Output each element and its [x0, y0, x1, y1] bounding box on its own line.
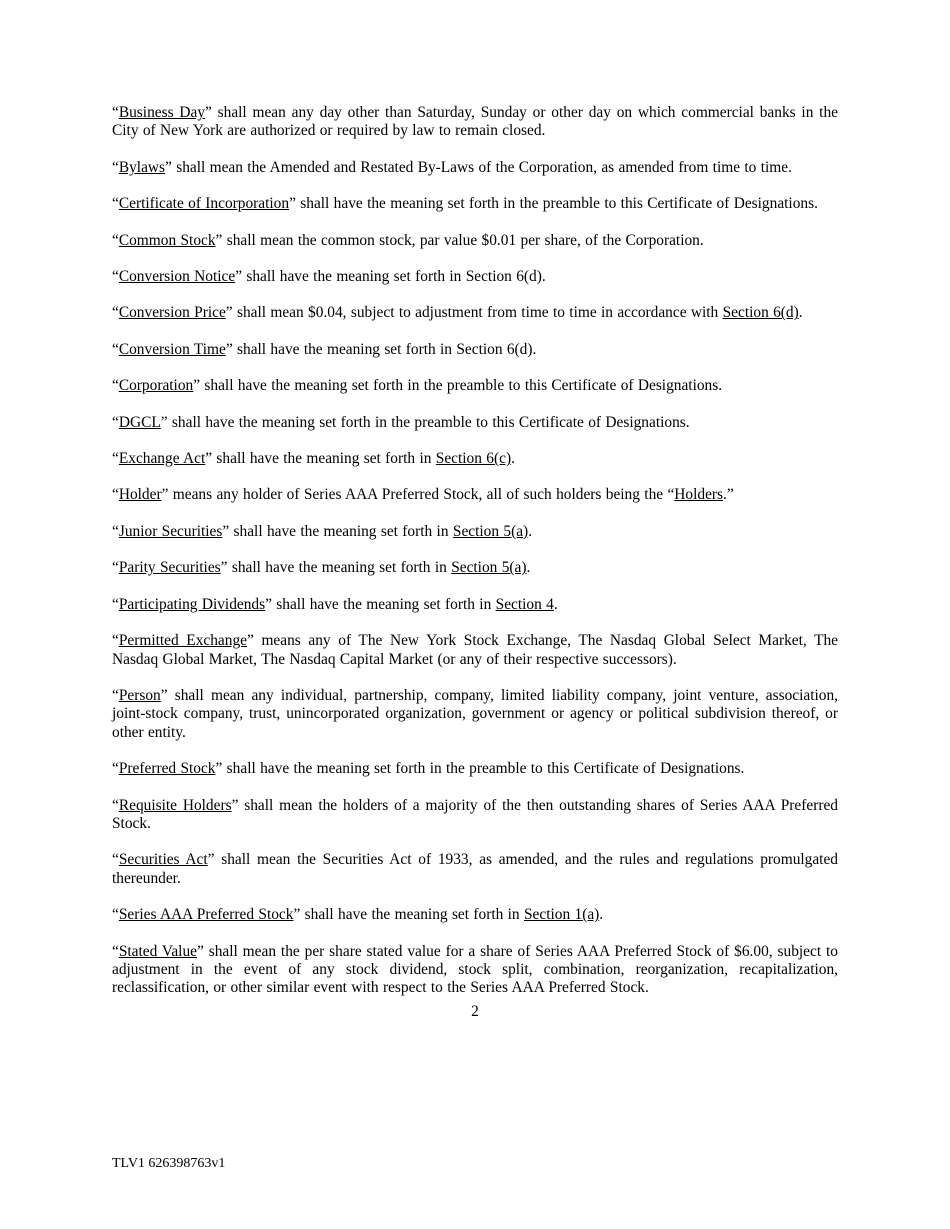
- definition-paragraph: [112, 486, 838, 504]
- document-id-footer: TLV1 626398763v1: [112, 1156, 226, 1171]
- paragraph-text: “: [112, 268, 119, 286]
- definition-paragraph: [112, 906, 838, 924]
- definition-paragraph: [112, 195, 838, 213]
- paragraph-text: ” shall mean the Securities Act of 1933, as amended, and the rules and regulations promulgated thereunder.: [112, 851, 838, 887]
- paragraph-text: ” shall mean the holders of a majority of the then outstanding shares of Series AAA Preferred Stock.: [112, 796, 838, 832]
- paragraph-text: ” shall have the meaning set forth in the preamble to this Certificate of Designations.: [193, 377, 723, 395]
- paragraph-text: .: [599, 906, 604, 924]
- definition-paragraph: [112, 559, 838, 577]
- paragraph-text: ” means any holder of Series AAA Preferred Stock, all of such holders being the “: [161, 486, 675, 504]
- definition-paragraph: [112, 304, 838, 322]
- paragraph-text: ” shall have the meaning set forth in: [222, 522, 453, 540]
- section-reference: Section 6(c): [435, 450, 512, 468]
- definition-paragraph: [112, 687, 838, 742]
- paragraph-text: ” shall have the meaning set forth in the preamble to this Certificate of Designations.: [160, 413, 690, 431]
- paragraph-text: “: [112, 595, 119, 613]
- definition-paragraph: [112, 159, 838, 177]
- paragraph-text: ” shall have the meaning set forth in: [205, 450, 436, 468]
- paragraph-text: ” shall have the meaning set forth in: [265, 595, 496, 613]
- definition-paragraph: [112, 268, 838, 286]
- defined-term: Participating Dividends: [118, 595, 266, 613]
- definition-paragraph: [112, 377, 838, 395]
- paragraph-text: “: [112, 906, 119, 924]
- paragraph-text: .: [511, 450, 515, 468]
- defined-term: Exchange Act: [118, 450, 206, 468]
- paragraph-text: “: [112, 522, 119, 540]
- defined-term: Preferred Stock: [118, 760, 216, 778]
- definition-paragraph: [112, 450, 838, 468]
- definition-paragraph: [112, 341, 838, 359]
- definition-paragraph: [112, 596, 838, 614]
- defined-term: Person: [118, 686, 161, 704]
- defined-term: Bylaws: [118, 158, 166, 176]
- defined-term: Parity Securities: [118, 559, 221, 577]
- defined-term: Conversion Time: [118, 340, 226, 358]
- definition-paragraph: [112, 414, 838, 432]
- definition-paragraph: [112, 632, 838, 669]
- defined-term: DGCL: [118, 413, 161, 431]
- paragraph-text: .: [528, 522, 533, 540]
- paragraph-text: ” shall have the meaning set forth in the preamble to this Certificate of Designations.: [215, 760, 745, 778]
- definitions-list: [112, 104, 838, 998]
- definition-paragraph: [112, 851, 838, 888]
- section-reference: Holders: [674, 486, 724, 504]
- paragraph-text: ” shall mean $0.04, subject to adjustment from time to time in accordance with: [225, 304, 723, 322]
- paragraph-text: .”: [723, 486, 734, 504]
- defined-term: Certificate of Incorporation: [118, 195, 290, 213]
- paragraph-text: “: [112, 413, 119, 431]
- section-reference: Section 5(a): [451, 559, 527, 577]
- paragraph-text: ” shall mean any individual, partnership, company, limited liability company, joint venture, association, joint-stock company, trust, unincorporated organization, government or agency or political subdivision thereof, or other entity.: [112, 686, 838, 741]
- definition-paragraph: [112, 104, 838, 141]
- defined-term: Securities Act: [118, 851, 208, 869]
- paragraph-text: ” shall mean the common stock, par value $0.01 per share, of the Corporation.: [215, 231, 704, 249]
- paragraph-text: “: [112, 195, 119, 213]
- definition-paragraph: [112, 523, 838, 541]
- defined-term: Holder: [118, 486, 162, 504]
- paragraph-text: ” shall mean the Amended and Restated By-Laws of the Corporation, as amended from time to time.: [165, 158, 792, 176]
- defined-term: Conversion Notice: [118, 268, 236, 286]
- paragraph-text: ” shall have the meaning set forth in Section 6(d).: [225, 340, 537, 358]
- paragraph-text: “: [112, 942, 119, 960]
- definition-paragraph: [112, 943, 838, 998]
- defined-term: Corporation: [118, 377, 194, 395]
- definition-paragraph: [112, 232, 838, 250]
- paragraph-text: “: [112, 104, 119, 121]
- section-reference: Section 6(d): [722, 304, 799, 322]
- paragraph-text: “: [112, 231, 119, 249]
- paragraph-text: ” shall mean any day other than Saturday, Sunday or other day on which commercial banks in the City of New York are authorized or required by law to remain closed.: [112, 104, 838, 140]
- paragraph-text: “: [112, 304, 119, 322]
- paragraph-text: ” means any of The New York Stock Exchange, The Nasdaq Global Select Market, The Nasdaq Global Market, The Nasdaq Capital Market (or any of their respective successors).: [112, 632, 839, 668]
- paragraph-text: “: [112, 632, 119, 650]
- paragraph-text: ” shall have the meaning set forth in the preamble to this Certificate of Designations.: [289, 195, 818, 213]
- paragraph-text: “: [112, 377, 119, 395]
- paragraph-text: “: [112, 450, 119, 468]
- paragraph-text: ” shall mean the per share stated value for a share of Series AAA Preferred Stock of $6.00, subject to adjustment in the event of any stock dividend, stock split, combination, reorganization, recapitalization, reclassification, or other similar event with respect to the Series AAA Preferred Stock.: [112, 942, 838, 997]
- paragraph-text: .: [526, 559, 531, 577]
- defined-term: Junior Securities: [118, 522, 223, 540]
- paragraph-text: ” shall have the meaning set forth in: [220, 559, 452, 577]
- paragraph-text: ” shall have the meaning set forth in: [293, 906, 524, 924]
- paragraph-text: “: [112, 559, 119, 577]
- paragraph-text: “: [112, 796, 119, 814]
- section-reference: Section 5(a): [452, 522, 529, 540]
- paragraph-text: “: [112, 760, 119, 778]
- paragraph-text: “: [112, 686, 119, 704]
- paragraph-text: “: [112, 851, 119, 869]
- section-reference: Section 1(a): [523, 906, 600, 924]
- section-reference: Section 4: [495, 595, 554, 613]
- defined-term: Series AAA Preferred Stock: [118, 906, 294, 924]
- defined-term: Business Day: [118, 104, 206, 121]
- defined-term: Permitted Exchange: [118, 632, 247, 650]
- paragraph-text: .: [798, 304, 803, 322]
- paragraph-text: ” shall have the meaning set forth in Section 6(d).: [235, 268, 546, 286]
- defined-term: Conversion Price: [118, 304, 226, 322]
- paragraph-text: “: [112, 340, 119, 358]
- defined-term: Requisite Holders: [118, 796, 232, 814]
- defined-term: Common Stock: [118, 231, 216, 249]
- definition-paragraph: [112, 760, 838, 778]
- paragraph-text: “: [112, 158, 119, 176]
- definition-paragraph: [112, 797, 838, 834]
- defined-term: Stated Value: [118, 942, 197, 960]
- paragraph-text: .: [553, 595, 558, 613]
- page-number: 2: [471, 1003, 479, 1020]
- paragraph-text: “: [112, 486, 119, 504]
